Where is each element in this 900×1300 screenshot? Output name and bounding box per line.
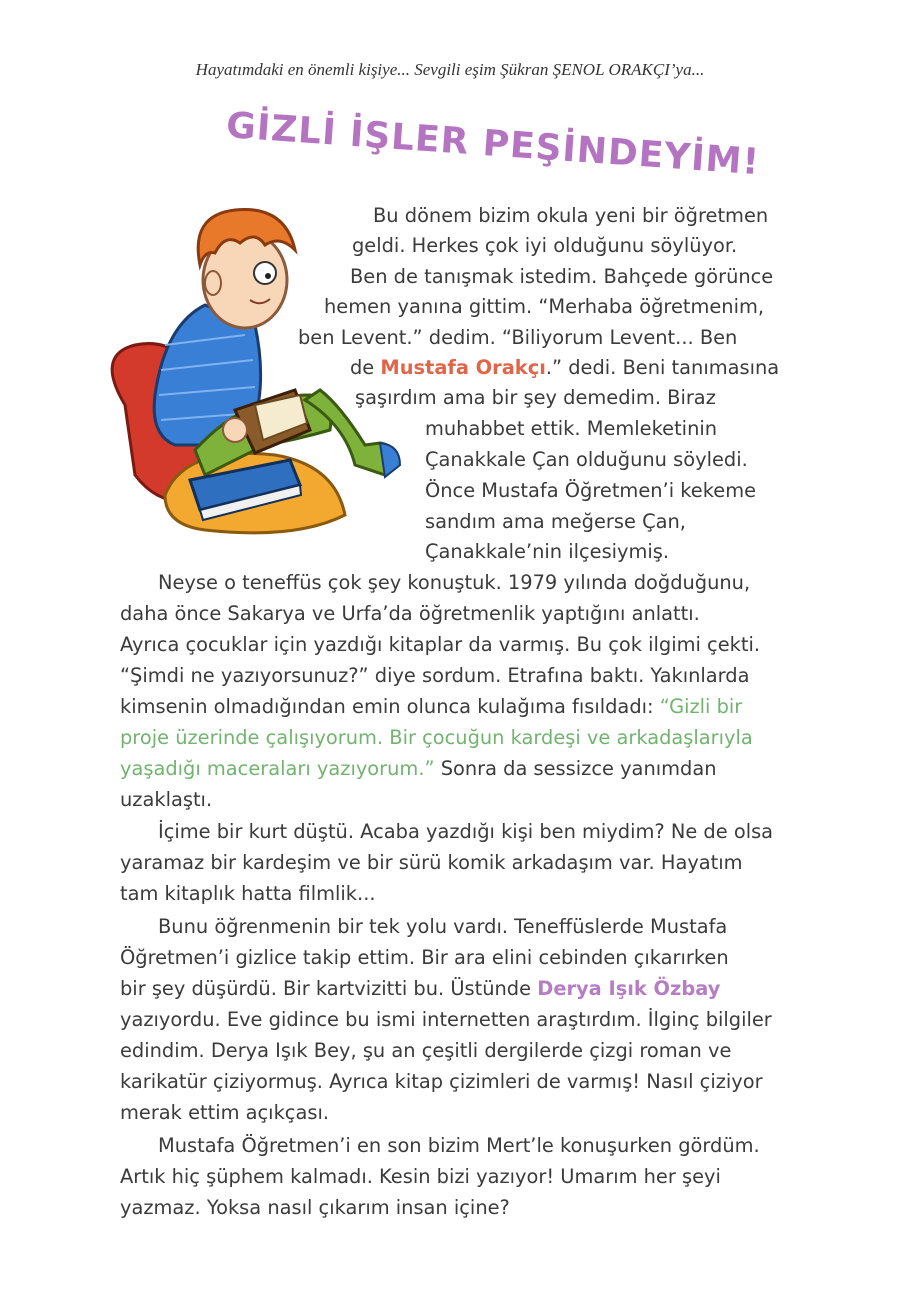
text-line: Neyse o teneffüs çok şey konuştuk. 1979 yılında doğduğunu, [158, 571, 751, 594]
text-line: geldi. Herkes çok iyi olduğunu söylüyor. [352, 234, 738, 257]
highlight-quote: proje üzerinde çalışıyorum. Bir çocuğun kardeşi ve arkadaşlarıyla [120, 726, 753, 749]
text-line: Bu dönem bizim okula yeni bir öğretmen [373, 204, 769, 227]
highlight-quote: yaşadığı maceraları yazıyorum.” [120, 757, 435, 780]
text-line: merak ettim açıkçası. [120, 1101, 329, 1124]
chapter-title-text: GİZLİ İŞLER PEŞİNDEYİM! [224, 105, 762, 184]
text-fragment: Sonra da sessizce yanımdan [434, 757, 717, 780]
text-line: yazıyordu. Eve gidince bu ismi internetten araştırdım. İlginç bilgiler [120, 1008, 772, 1031]
text-line [120, 695, 742, 719]
chapter-title [205, 105, 762, 198]
highlight-name-derya: Derya Işık Özbay [537, 977, 721, 1000]
text-line: Ben de tanışmak istedim. Bahçede görünce [350, 265, 774, 288]
text-line: yaramaz bir kardeşim ve bir sürü komik arkadaşım var. Hayatım [120, 851, 743, 874]
text-line [350, 356, 779, 380]
chapter-title-art [205, 105, 762, 198]
text-line: Mustafa Öğretmen’i en son bizim Mert’le konuşurken gördüm. [158, 1134, 760, 1157]
text-line: tam kitaplık hatta filmlik... [120, 882, 376, 905]
dedication: Hayatımdaki en önemli kişiye... Sevgili eşim Şükran ŞENOL ORAKÇI’ya... [195, 60, 705, 79]
text-line: hemen yanına gittim. “Merhaba öğretmenim, [324, 295, 765, 318]
text-line: Önce Mustafa Öğretmen’i kekeme [425, 479, 757, 502]
text-line [120, 757, 717, 781]
text-line: Bunu öğrenmenin bir tek yolu vardı. Teneffüslerde Mustafa [158, 915, 728, 938]
text-fragment: bir şey düşürdü. Bir kartvizitti bu. Üstünde [120, 977, 538, 1000]
text-line: uzaklaştı. [120, 788, 213, 811]
text-line: şaşırdım ama bir şey demedim. Biraz [355, 386, 716, 409]
text-fragment: de [350, 356, 381, 379]
highlight-quote: “Gizli bir [659, 695, 743, 718]
text-line: Çanakkale’nin ilçesiymiş. [425, 540, 670, 563]
highlight-name-mustafa: Mustafa Orakçı [380, 356, 546, 379]
text-fragment: kimsenin olmadığından emin olunca kulağıma fısıldadı: [120, 695, 660, 718]
text-line: Çanakkale Çan olduğunu söyledi. [425, 448, 748, 471]
text-line: karikatür çiziyormuş. Ayrıca kitap çizimleri de varmış! Nasıl çiziyor [120, 1070, 763, 1093]
text-line: Öğretmen’i gizlice takip ettim. Bir ara elini cebinden çıkarırken [120, 946, 729, 969]
text-line: daha önce Sakarya ve Urfa’da öğretmenlik yaptığını anlattı. [120, 602, 700, 625]
text-line: Ayrıca çocuklar için yazdığı kitaplar da varmış. Bu çok ilgimi çekti. [120, 633, 761, 656]
text-line: Artık hiç şüphem kalmadı. Kesin bizi yazıyor! Umarım her şeyi [120, 1165, 721, 1188]
text-fragment: .” dedi. Beni tanımasına [545, 356, 780, 379]
text-line: sandım ama meğerse Çan, [425, 510, 686, 533]
text-line: “Şimdi ne yazıyorsunuz?” diye sordum. Etrafına baktı. Yakınlarda [120, 664, 750, 687]
text-line: yazmaz. Yoksa nasıl çıkarım insan içine? [120, 1196, 510, 1219]
text-line: muhabbet ettik. Memleketinin [425, 417, 718, 440]
text-line: İçime bir kurt düştü. Acaba yazdığı kişi ben miydim? Ne de olsa [158, 820, 774, 843]
text-line: ben Levent.” dedim. “Biliyorum Levent... Ben [298, 326, 738, 349]
text-line: edindim. Derya Işık Bey, şu an çeşitli dergilerde çizgi roman ve [120, 1039, 732, 1062]
text-line [120, 977, 720, 1001]
